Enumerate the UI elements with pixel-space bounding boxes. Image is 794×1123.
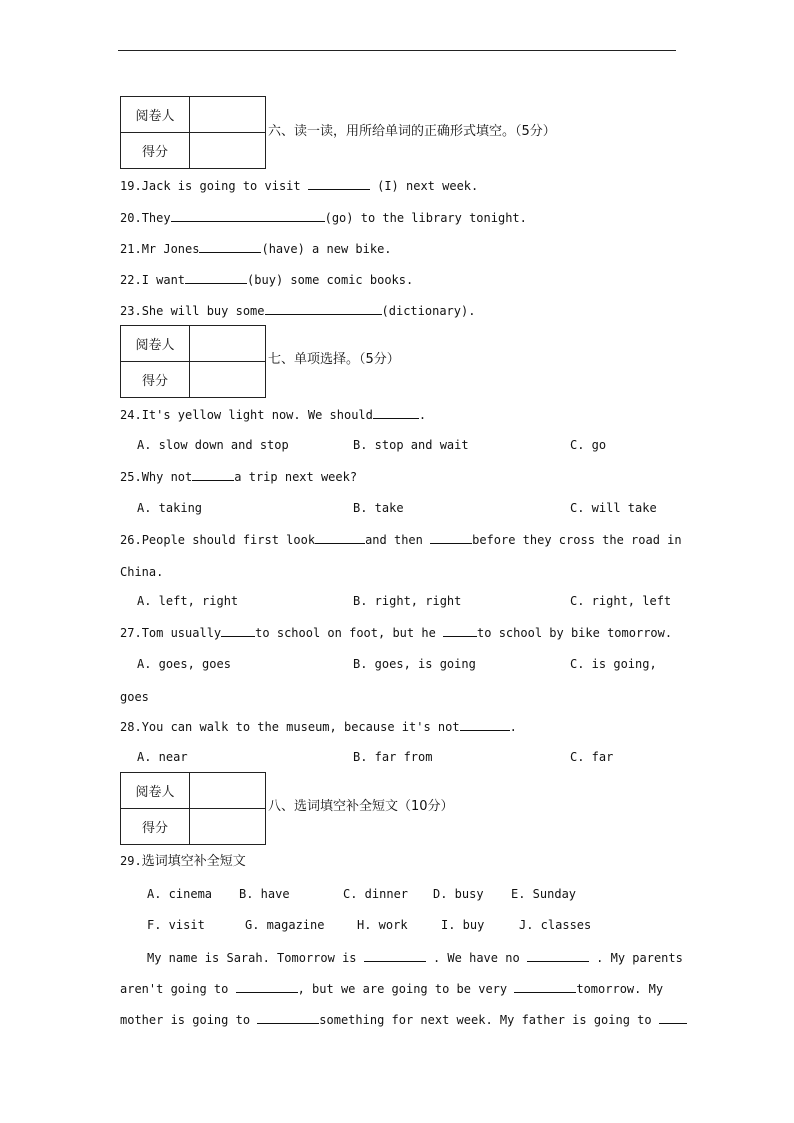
answer-blank[interactable] — [443, 624, 477, 637]
question-20: 20.They (go) to the library tonight. — [120, 211, 527, 225]
reviewer-label: 阅卷人 — [121, 97, 190, 133]
question-23: 23.She will buy some (dictionary). — [120, 304, 476, 318]
option-b[interactable]: B. take — [353, 501, 404, 515]
word-h: H. work — [357, 918, 408, 932]
section7-heading: 七、单项选择。（5分） — [268, 352, 400, 367]
answer-blank[interactable] — [373, 406, 419, 419]
score-box-section6 — [120, 96, 266, 169]
option-b[interactable]: B. far from — [353, 750, 433, 764]
option-a[interactable]: A. near — [137, 750, 188, 764]
score-label: 得分 — [121, 809, 190, 845]
score-cell — [190, 133, 266, 169]
answer-blank[interactable] — [257, 1011, 319, 1024]
option-a[interactable]: A. taking — [137, 501, 203, 515]
option-c[interactable]: C. far — [570, 750, 614, 764]
word-g: G. magazine — [245, 918, 325, 932]
section8-heading: 八、选词填空补全短文（10分） — [268, 799, 454, 814]
question-22: 22.I want (buy) some comic books. — [120, 273, 414, 287]
word-e: E. Sunday — [511, 887, 577, 901]
option-a[interactable]: A. goes, goes — [137, 657, 231, 671]
reviewer-cell — [190, 326, 266, 362]
score-label: 得分 — [121, 133, 190, 169]
answer-blank[interactable] — [221, 624, 255, 637]
answer-blank[interactable] — [514, 980, 576, 993]
passage-line-2: aren't going to , but we are going to be very tomorrow. My — [120, 982, 664, 996]
reviewer-label: 阅卷人 — [121, 326, 190, 362]
question-21: 21.Mr Jones (have) a new bike. — [120, 242, 392, 256]
score-cell — [190, 362, 266, 398]
score-label: 得分 — [121, 362, 190, 398]
question-29: 29.选词填空补全短文 — [120, 854, 246, 869]
reviewer-cell — [190, 97, 266, 133]
question-24: 24.It's yellow light now. We should . — [120, 408, 427, 422]
question-28: 28.You can walk to the museum, because it's not . — [120, 720, 517, 734]
section6-heading: 六、读一读，用所给单词的正确形式填空。（5分） — [268, 124, 556, 139]
question-19: 19.Jack is going to visit (I) next week. — [120, 179, 479, 193]
score-box-section7 — [120, 325, 266, 398]
question-26: 26.People should first look and then before they cross the road in — [120, 533, 682, 547]
word-d: D. busy — [433, 887, 484, 901]
word-b: B. have — [239, 887, 290, 901]
answer-blank[interactable] — [527, 949, 589, 962]
answer-blank[interactable] — [171, 209, 325, 222]
question-25: 25.Why not a trip next week? — [120, 470, 358, 484]
score-cell — [190, 809, 266, 845]
answer-blank[interactable] — [199, 240, 261, 253]
answer-blank[interactable] — [192, 468, 234, 481]
option-a[interactable]: A. slow down and stop — [137, 438, 289, 452]
word-j: J. classes — [519, 918, 592, 932]
question-27: 27.Tom usually to school on foot, but he to school by bike tomorrow. — [120, 626, 673, 640]
option-b[interactable]: B. goes, is going — [353, 657, 476, 671]
option-c[interactable]: C. will take — [570, 501, 657, 515]
word-f: F. visit — [147, 918, 205, 932]
reviewer-cell — [190, 773, 266, 809]
answer-blank[interactable] — [308, 177, 370, 190]
option-a[interactable]: A. left, right — [137, 594, 239, 608]
word-i: I. buy — [441, 918, 485, 932]
reviewer-label: 阅卷人 — [121, 773, 190, 809]
score-box-section8 — [120, 772, 266, 845]
answer-blank[interactable] — [659, 1011, 687, 1024]
header-rule — [118, 50, 676, 51]
option-c-continued: goes — [120, 690, 149, 704]
answer-blank[interactable] — [185, 271, 247, 284]
answer-blank[interactable] — [315, 531, 365, 544]
question-26-continued: China. — [120, 565, 164, 579]
option-b[interactable]: B. right, right — [353, 594, 462, 608]
passage-line-1: My name is Sarah. Tomorrow is . We have no . My parents — [147, 951, 683, 965]
option-c[interactable]: C. is going, — [570, 657, 657, 671]
option-c[interactable]: C. right, left — [570, 594, 672, 608]
option-b[interactable]: B. stop and wait — [353, 438, 469, 452]
word-c: C. dinner — [343, 887, 409, 901]
answer-blank[interactable] — [265, 302, 382, 315]
answer-blank[interactable] — [236, 980, 298, 993]
answer-blank[interactable] — [364, 949, 426, 962]
word-a: A. cinema — [147, 887, 213, 901]
answer-blank[interactable] — [460, 718, 510, 731]
passage-line-3: mother is going to something for next week. My father is going to — [120, 1011, 687, 1028]
option-c[interactable]: C. go — [570, 438, 607, 452]
answer-blank[interactable] — [430, 531, 472, 544]
